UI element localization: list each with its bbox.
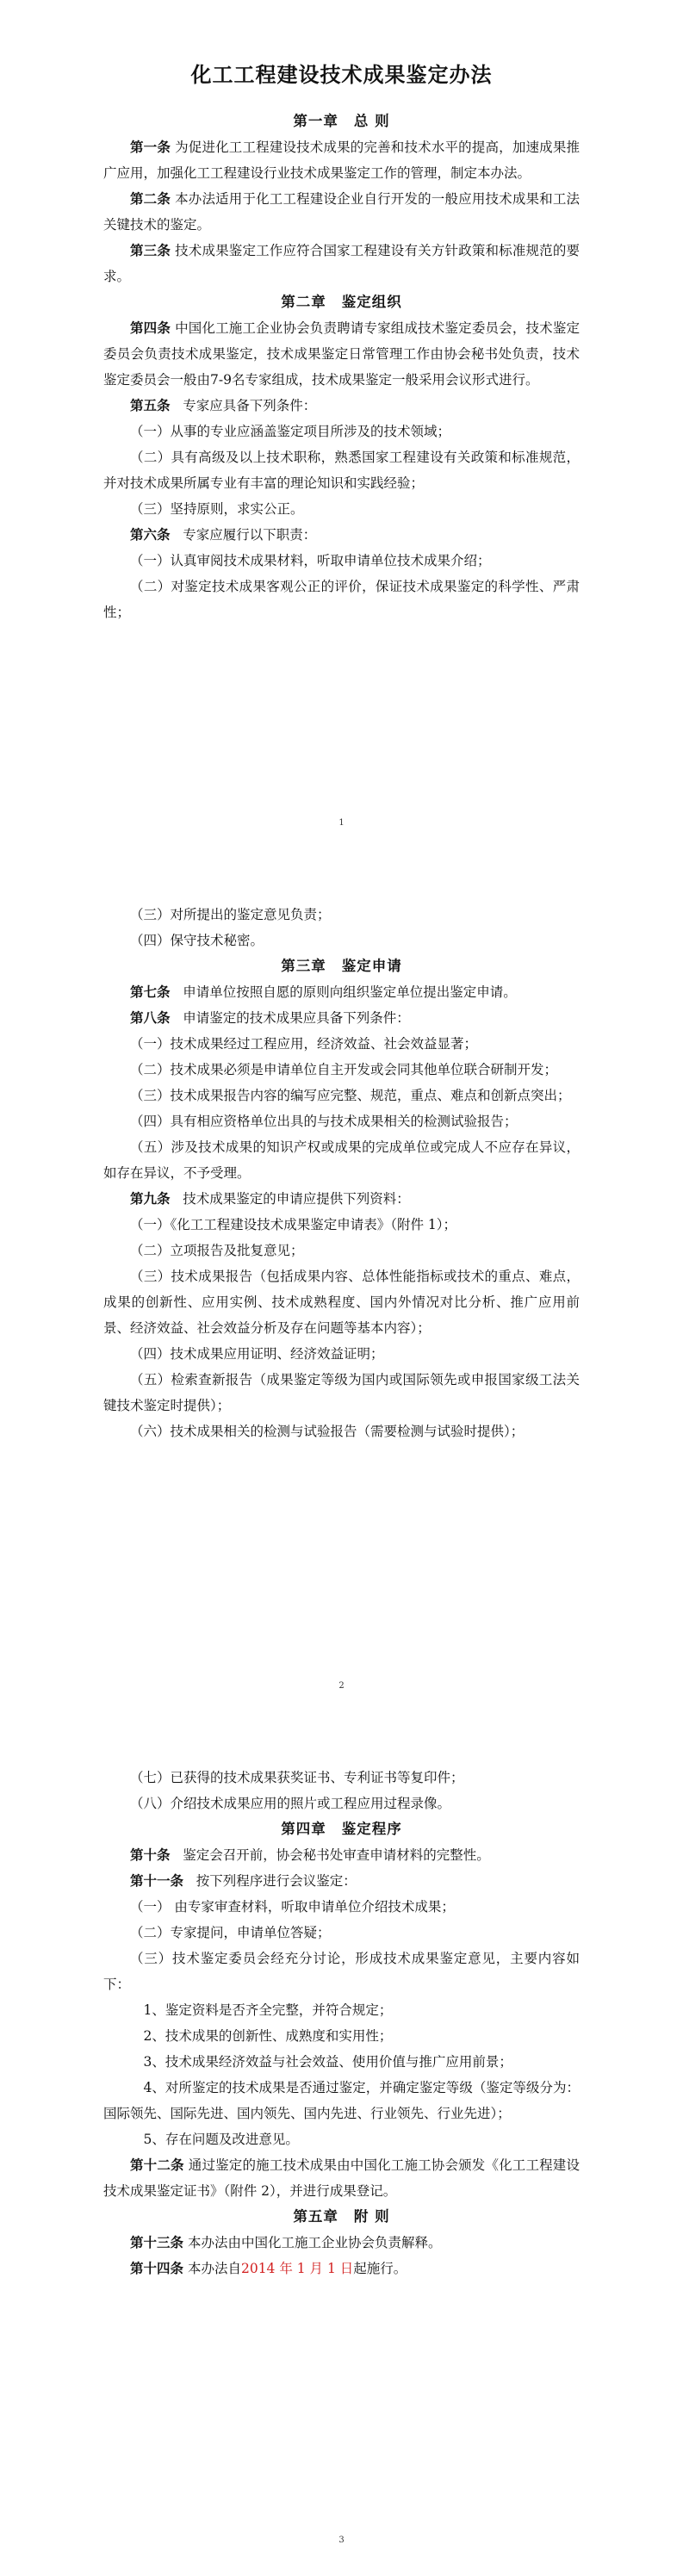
article-5 bbox=[103, 393, 580, 419]
chapter-5-name: 附 则 bbox=[353, 2208, 390, 2225]
article-11-subitem: 5、存在问题及改进意见。 bbox=[143, 2132, 299, 2147]
page-3 bbox=[0, 1717, 683, 2576]
page-2 bbox=[0, 859, 683, 1717]
article-9 bbox=[103, 1186, 580, 1212]
article-14-label: 第十四条 bbox=[130, 2260, 184, 2276]
article-9-item: （五）检索查新报告（成果鉴定等级为国内或国际领先或申报国家级工法关键技术鉴定时提供）； bbox=[103, 1372, 580, 1413]
article-12-label: 第十二条 bbox=[130, 2157, 184, 2173]
article-7-label: 第七条 bbox=[130, 984, 171, 1000]
article-5-text: 专家应具备下列条件： bbox=[183, 398, 317, 413]
article-3 bbox=[103, 238, 580, 289]
article-9-item: （八）介绍技术成果应用的照片或工程应用过程录像。 bbox=[130, 1796, 451, 1811]
article-13-label: 第十三条 bbox=[130, 2234, 184, 2250]
chapter-3-heading bbox=[103, 953, 580, 979]
article-8-item: （二）技术成果必须是申请单位自主开发或会同其他单位联合研制开发； bbox=[130, 1062, 558, 1077]
article-3-text: 技术成果鉴定工作应符合国家工程建设有关方针政策和标准规范的要求。 bbox=[103, 243, 580, 284]
article-9-item: （二）立项报告及批复意见； bbox=[130, 1243, 304, 1258]
article-9-label: 第九条 bbox=[130, 1190, 171, 1207]
article-5-label: 第五条 bbox=[130, 397, 171, 413]
article-11-subitem: 3、技术成果经济效益与社会效益、使用价值与推广应用前景； bbox=[143, 2054, 512, 2070]
chapter-3-number: 第三章 bbox=[281, 958, 326, 974]
chapter-1-number: 第一章 bbox=[293, 113, 338, 129]
article-6-item: （四）保守技术秘密。 bbox=[130, 933, 264, 948]
article-11-label: 第十一条 bbox=[130, 1872, 184, 1889]
article-2-label: 第二条 bbox=[130, 190, 171, 207]
article-8-item: （一）技术成果经过工程应用，经济效益、社会效益显著； bbox=[130, 1036, 478, 1052]
article-11-item: （二）专家提问，申请单位答疑； bbox=[130, 1925, 331, 1940]
article-14 bbox=[103, 2256, 580, 2281]
document-title: 化工工程建设技术成果鉴定办法 bbox=[190, 62, 493, 87]
article-8-item: （五）涉及技术成果的知识产权或成果的完成单位或完成人不应存在异议，如存在异议，不予受理。 bbox=[103, 1139, 580, 1181]
article-9-item: （七）已获得的技术成果获奖证书、专利证书等复印件； bbox=[130, 1770, 464, 1785]
article-4-text: 中国化工施工企业协会负责聘请专家组成技术鉴定委员会，技术鉴定委员会负责技术成果鉴定，技术成果鉴定日常管理工作由协会秘书处负责，技术鉴定委员会一般由7-9名专家组成，技术成果鉴定一般采用会议形式进行。 bbox=[103, 320, 580, 388]
article-8-item: （四）具有相应资格单位出具的与技术成果相关的检测试验报告； bbox=[130, 1114, 518, 1129]
article-3-label: 第三条 bbox=[130, 242, 171, 258]
article-6-item: （三）对所提出的鉴定意见负责； bbox=[130, 907, 331, 922]
article-14-pre: 本办法自 bbox=[187, 2261, 241, 2276]
article-9-item: （一）《化工工程建设技术成果鉴定申请表》（附件 1）； bbox=[130, 1217, 457, 1232]
article-9-text: 技术成果鉴定的申请应提供下列资料： bbox=[183, 1191, 410, 1207]
article-6-text: 专家应履行以下职责： bbox=[183, 527, 317, 543]
article-5-item: （一）从事的专业应涵盖鉴定项目所涉及的技术领域； bbox=[130, 424, 451, 439]
article-12 bbox=[103, 2152, 580, 2204]
article-1-text: 为促进化工工程建设技术成果的完善和技术水平的提高，加速成果推广应用，加强化工工程建设行业技术成果鉴定工作的管理，制定本办法。 bbox=[103, 140, 580, 181]
article-9-item: （四）技术成果应用证明、经济效益证明； bbox=[130, 1346, 384, 1362]
page-3-content bbox=[103, 1765, 580, 2281]
article-13 bbox=[103, 2230, 580, 2256]
article-2 bbox=[103, 186, 580, 238]
article-6-item: （二）对鉴定技术成果客观公正的评价，保证技术成果鉴定的科学性、严肃性； bbox=[103, 579, 580, 620]
article-6-label: 第六条 bbox=[130, 526, 171, 543]
article-10-label: 第十条 bbox=[130, 1847, 171, 1863]
article-11-subitem: 1、鉴定资料是否齐全完整，并符合规定； bbox=[143, 2002, 393, 2018]
article-4-label: 第四条 bbox=[130, 320, 171, 336]
article-11-item: （三）技术鉴定委员会经充分讨论，形成技术成果鉴定意见，主要内容如下： bbox=[103, 1951, 580, 1992]
article-8-item: （三）技术成果报告内容的编写应完整、规范，重点、难点和创新点突出； bbox=[130, 1088, 571, 1103]
article-8 bbox=[103, 1005, 580, 1031]
page-number-1: 1 bbox=[338, 818, 345, 828]
chapter-1-name: 总 则 bbox=[353, 113, 390, 129]
chapter-2-number: 第二章 bbox=[281, 294, 326, 310]
effective-date: 2014 年 1 月 1 日 bbox=[240, 2261, 354, 2276]
chapter-2-heading bbox=[103, 289, 580, 315]
chapter-4-name: 鉴定程序 bbox=[341, 1821, 402, 1837]
article-10 bbox=[103, 1842, 580, 1868]
article-6-item: （一）认真审阅技术成果材料，听取申请单位技术成果介绍； bbox=[130, 553, 491, 568]
article-2-text: 本办法适用于化工工程建设企业自行开发的一般应用技术成果和工法关键技术的鉴定。 bbox=[103, 191, 580, 233]
article-9-item: （六）技术成果相关的检测与试验报告（需要检测与试验时提供）； bbox=[130, 1424, 525, 1439]
article-11-subitem: 4、对所鉴定的技术成果是否通过鉴定，并确定鉴定等级（鉴定等级分为：国际领先、国际先进、国内领先、国内先进、行业领先、行业先进）； bbox=[103, 2080, 580, 2121]
article-11 bbox=[103, 1868, 580, 1894]
article-1-label: 第一条 bbox=[130, 139, 171, 155]
article-8-label: 第八条 bbox=[130, 1009, 171, 1026]
chapter-3-name: 鉴定申请 bbox=[341, 958, 402, 974]
page-1 bbox=[0, 0, 683, 859]
chapter-5-heading bbox=[103, 2204, 580, 2230]
article-5-item: （二）具有高级及以上技术职称，熟悉国家工程建设有关政策和标准规范，并对技术成果所属专业有丰富的理论知识和实践经验； bbox=[103, 450, 580, 491]
page-1-content bbox=[103, 60, 580, 625]
article-11-text: 按下列程序进行会议鉴定： bbox=[196, 1873, 357, 1889]
article-8-text: 申请鉴定的技术成果应具备下列条件： bbox=[183, 1010, 410, 1026]
article-1 bbox=[103, 134, 580, 186]
article-14-post: 起施行。 bbox=[353, 2261, 407, 2276]
page-2-content bbox=[103, 902, 580, 1444]
article-7-text: 申请单位按照自愿的原则向组织鉴定单位提出鉴定申请。 bbox=[183, 984, 517, 1000]
article-4 bbox=[103, 315, 580, 393]
chapter-4-number: 第四章 bbox=[281, 1821, 326, 1837]
article-7 bbox=[103, 979, 580, 1005]
page-number-2: 2 bbox=[338, 1681, 345, 1691]
article-13-text: 本办法由中国化工施工企业协会负责解释。 bbox=[187, 2235, 442, 2250]
chapter-5-number: 第五章 bbox=[293, 2208, 338, 2225]
article-6 bbox=[103, 522, 580, 548]
article-11-subitem: 2、技术成果的创新性、成熟度和实用性； bbox=[143, 2028, 393, 2044]
chapter-1-heading bbox=[103, 109, 580, 134]
chapter-2-name: 鉴定组织 bbox=[341, 294, 402, 310]
article-11-item: （一） 由专家审查材料，听取申请单位介绍技术成果； bbox=[130, 1899, 455, 1915]
article-9-item: （三）技术成果报告（包括成果内容、总体性能指标或技术的重点、难点，成果的创新性、应用实例、技术成熟程度、国内外情况对比分析、推广应用前景、经济效益、社会效益分析及存在问题等基本内容）； bbox=[103, 1269, 580, 1336]
article-10-text: 鉴定会召开前，协会秘书处审查申请材料的完整性。 bbox=[183, 1847, 490, 1863]
chapter-4-heading bbox=[103, 1816, 580, 1842]
article-12-text: 通过鉴定的施工技术成果由中国化工施工协会颁发《化工工程建设技术成果鉴定证书》（附件 2），并进行成果登记。 bbox=[103, 2157, 580, 2199]
article-5-item: （三）坚持原则，求实公正。 bbox=[130, 501, 304, 517]
page-number-3: 3 bbox=[338, 2536, 345, 2545]
